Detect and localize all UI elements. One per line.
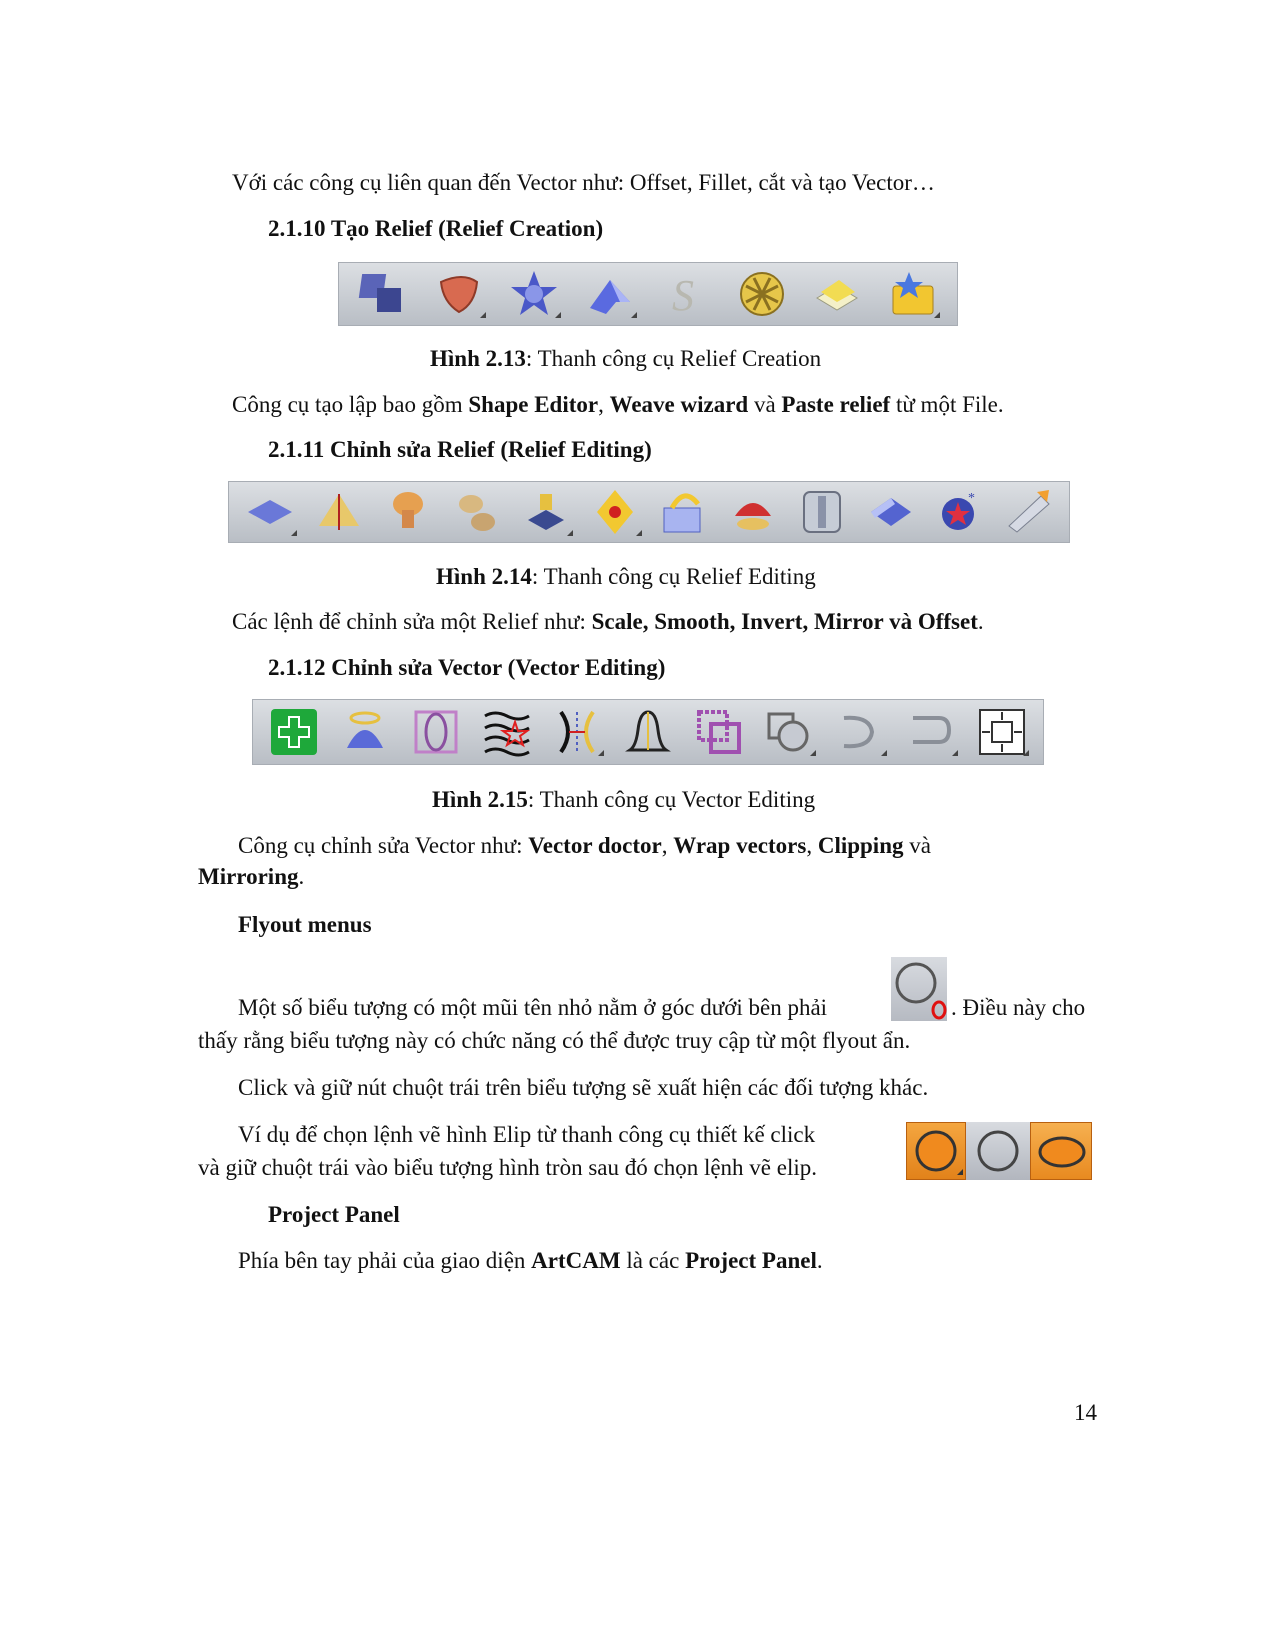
- vector-doctor-icon[interactable]: [265, 704, 323, 760]
- circle-option-icon[interactable]: [966, 1122, 1030, 1180]
- section-heading-2-1-12: 2.1.12 Chỉnh sửa Vector (Vector Editing): [268, 655, 666, 680]
- curve-icon[interactable]: [831, 704, 889, 760]
- flyout-paragraph-3: Ví dụ để chọn lệnh vẽ hình Elip từ thanh công cụ thiết kế click: [238, 1122, 816, 1147]
- flyout-arrow-icon: [631, 312, 637, 318]
- flat-plane-icon[interactable]: [241, 484, 299, 540]
- relief-blob-icon[interactable]: [430, 266, 488, 322]
- circle-tool-icon: [891, 957, 947, 1021]
- transform-box-icon[interactable]: [973, 704, 1031, 760]
- s-letter-icon[interactable]: [657, 266, 715, 322]
- oval-frame-icon[interactable]: [407, 704, 465, 760]
- barrel-icon[interactable]: [793, 484, 851, 540]
- ellipse-flyout-example: [906, 1122, 1094, 1180]
- project-panel-paragraph: Phía bên tay phải của giao diện ArtCAM là các Project Panel.: [238, 1248, 823, 1273]
- diamond-relief-icon[interactable]: [586, 484, 644, 540]
- circle-tool-active-icon[interactable]: [906, 1122, 966, 1180]
- flyout-arrow-icon: [480, 312, 486, 318]
- wrap-vectors-icon[interactable]: [336, 704, 394, 760]
- shape-editor-icon[interactable]: [354, 266, 412, 322]
- paste-relief-icon[interactable]: [884, 266, 942, 322]
- star-relief-icon[interactable]: [505, 266, 563, 322]
- curved-arrow-icon[interactable]: [655, 484, 713, 540]
- flyout-arrow-icon: [881, 750, 887, 756]
- paragraph-vector-editing-line2: Mirroring.: [198, 864, 305, 889]
- flyout-arrow-icon: [957, 1169, 963, 1175]
- flyout-paragraph-3-line2: và giữ chuột trái vào biểu tượng hình tròn sau đó chọn lệnh vẽ elip.: [198, 1155, 817, 1180]
- figure-text: : Thanh công cụ Vector Editing: [527, 787, 816, 812]
- figure-text: : Thanh công cụ Relief Editing: [531, 564, 816, 589]
- flyout-highlight-icon: [933, 1002, 945, 1018]
- flyout-arrow-icon: [1023, 750, 1029, 756]
- blade-icon[interactable]: [1000, 484, 1058, 540]
- svg-text:*: *: [967, 491, 975, 506]
- mirror-bracket-icon[interactable]: [548, 704, 606, 760]
- flyout-paragraph-1-tail: . Điều này cho: [951, 995, 1086, 1020]
- relief-editing-toolbar: [228, 481, 1070, 543]
- paragraph-relief-editing: Các lệnh để chỉnh sửa một Relief như: Scale, Smooth, Invert, Mirror và Offset.: [232, 609, 984, 634]
- cone-peak-icon[interactable]: [310, 484, 368, 540]
- section-heading-project-panel: Project Panel: [268, 1202, 400, 1227]
- paragraph-vector-editing: Công cụ chỉnh sửa Vector như: Vector doctor, Wrap vectors, Clipping và: [238, 833, 931, 858]
- flyout-paragraph-1-line2: thấy rằng biểu tượng này có chức năng có thể được truy cập từ một flyout ẩn.: [198, 1028, 911, 1053]
- svg-text:S: S: [671, 271, 694, 320]
- mushroom-icon[interactable]: [379, 484, 437, 540]
- flyout-arrow-icon: [555, 312, 561, 318]
- ellipse-option-icon[interactable]: [1030, 1122, 1092, 1180]
- section-heading-2-1-11: 2.1.11 Chỉnh sửa Relief (Relief Editing): [268, 437, 652, 462]
- clipping-icon[interactable]: [690, 704, 748, 760]
- bell-icon[interactable]: [619, 704, 677, 760]
- relief-creation-toolbar: [338, 262, 958, 326]
- weave-knot-icon[interactable]: [733, 266, 791, 322]
- rounded-rect-icon[interactable]: [902, 704, 960, 760]
- split-relief-icon[interactable]: [448, 484, 506, 540]
- section-heading-2-1-10: 2.1.10 Tạo Relief (Relief Creation): [268, 216, 604, 241]
- flyout-arrow-icon: [934, 312, 940, 318]
- flyout-arrow-icon: [598, 750, 604, 756]
- circle-square-icon[interactable]: [760, 704, 818, 760]
- page-number: 14: [1074, 1400, 1097, 1425]
- figure-label: Hình 2.15: [432, 787, 528, 812]
- plane-relief-icon[interactable]: [808, 266, 866, 322]
- paragraph-relief-creation: Công cụ tạo lập bao gồm Shape Editor, Weave wizard và Paste relief từ một File.: [232, 392, 1004, 417]
- blue-tile-icon[interactable]: [862, 484, 920, 540]
- star-badge-icon[interactable]: [931, 484, 989, 540]
- arrow-relief-icon[interactable]: [581, 266, 639, 322]
- hat-relief-icon[interactable]: [724, 484, 782, 540]
- intro-paragraph: Với các công cụ liên quan đến Vector như: Offset, Fillet, cắt và tạo Vector…: [232, 170, 935, 195]
- flyout-arrow-icon: [291, 530, 297, 536]
- figure-label: Hình 2.14: [436, 564, 532, 589]
- flyout-arrow-icon: [952, 750, 958, 756]
- figure-label: Hình 2.13: [430, 346, 526, 371]
- flyout-paragraph-2: Click và giữ nút chuột trái trên biểu tượng sẽ xuất hiện các đối tượng khác.: [238, 1075, 929, 1100]
- figure-text: : Thanh công cụ Relief Creation: [525, 346, 822, 371]
- flyout-arrow-icon: [810, 750, 816, 756]
- flyout-arrow-icon: [636, 530, 642, 536]
- figure-caption-2-14: [436, 562, 816, 592]
- figure-caption-2-15: [432, 785, 815, 815]
- flyout-arrow-icon: [567, 530, 573, 536]
- vector-editing-toolbar: [252, 699, 1044, 765]
- chip-relief-icon[interactable]: [517, 484, 575, 540]
- wave-star-icon[interactable]: [478, 704, 536, 760]
- figure-caption-2-13: [430, 344, 821, 374]
- flyout-paragraph-1: Một số biểu tượng có một mũi tên nhỏ nằm ở góc dưới bên phải: [238, 995, 828, 1020]
- section-heading-flyout-menus: Flyout menus: [238, 912, 372, 937]
